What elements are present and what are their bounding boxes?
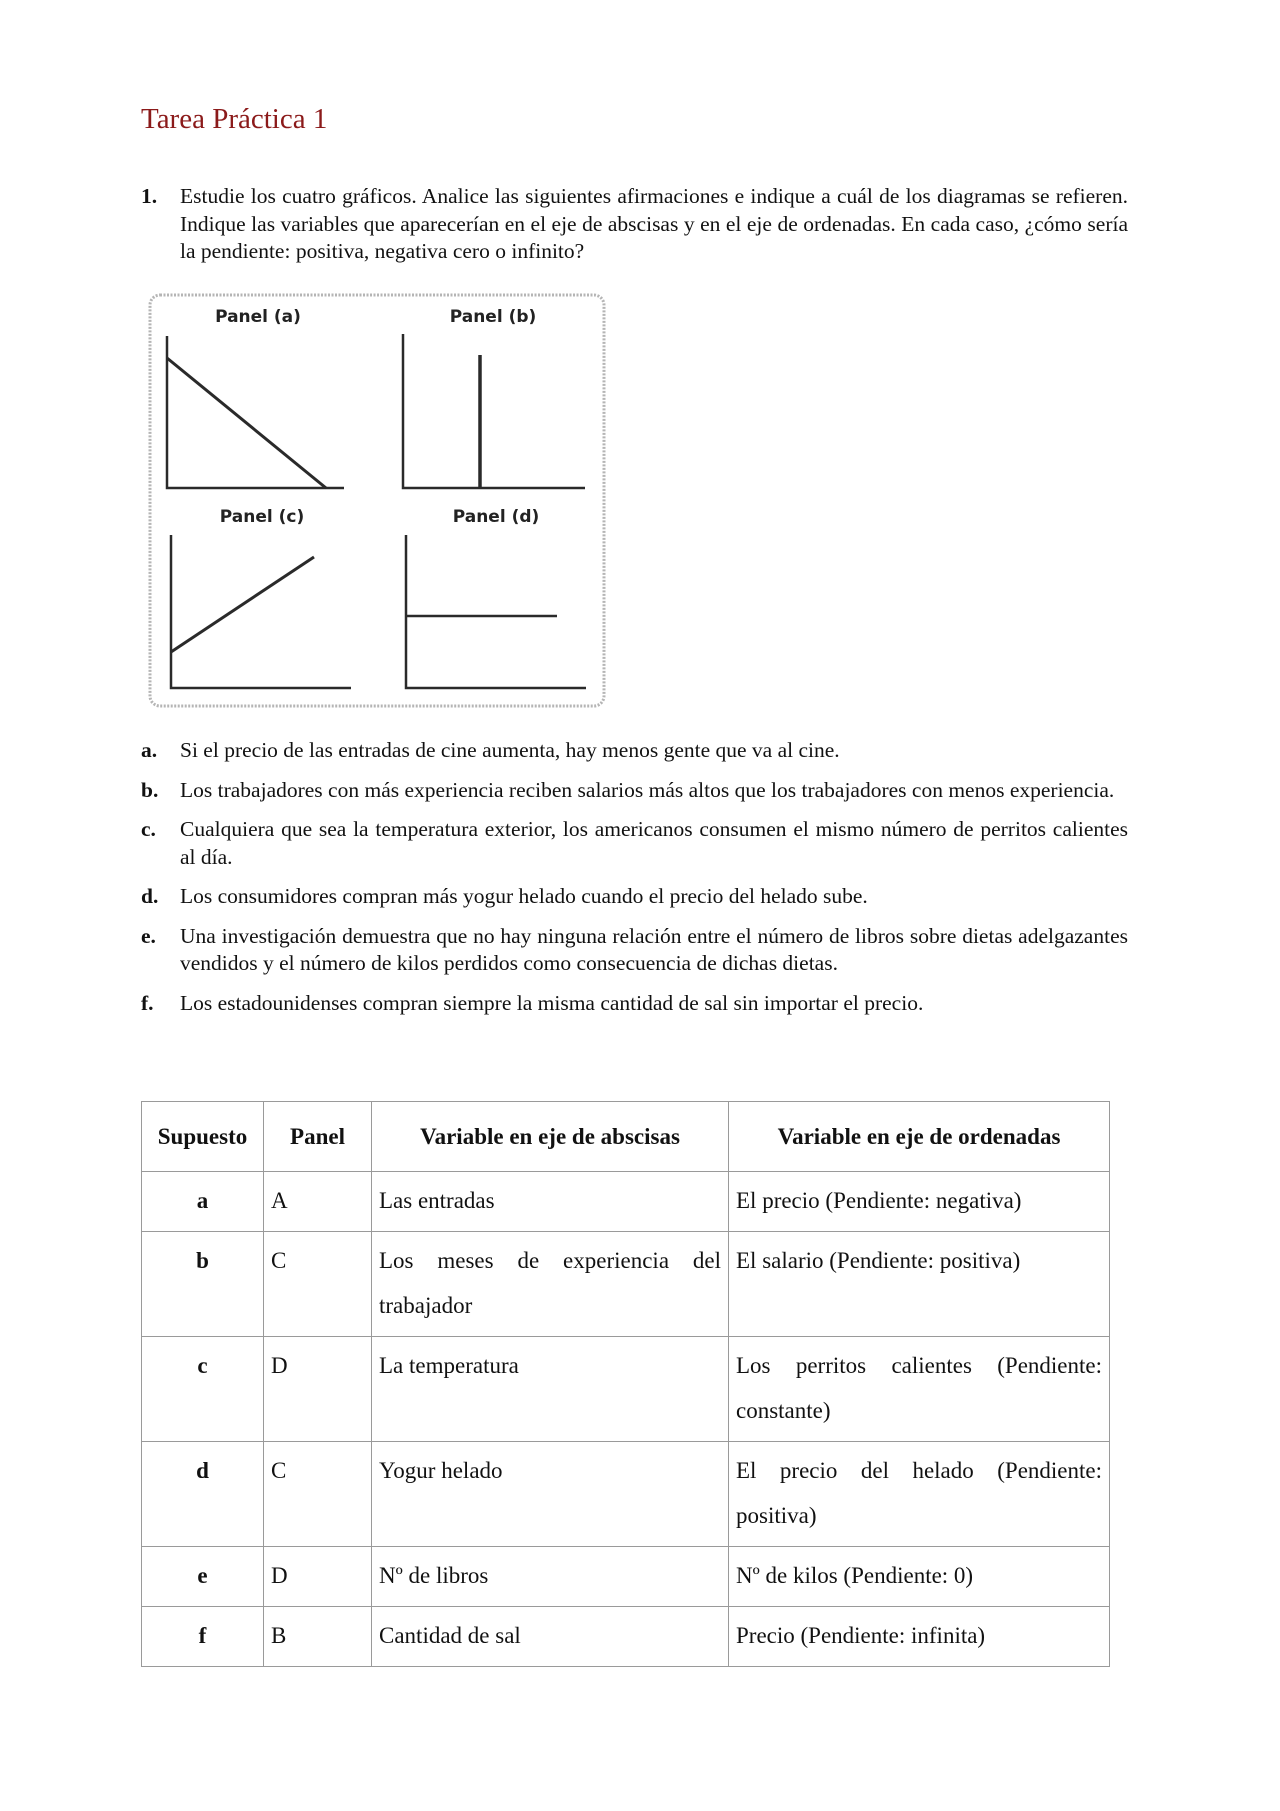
table-row xyxy=(142,1442,1110,1547)
list-item xyxy=(141,923,1128,978)
cell-supuesto: c xyxy=(142,1337,264,1442)
question-text: Estudie los cuatro gráficos. Analice las siguientes afirmaciones e indique a cuál de los diagramas se refieren. Indique las variables que aparecerían en el eje de abscisas y en el eje de ordenadas. En cada caso, ¿cómo sería la pendiente: positiva, negativa cero o infinito? xyxy=(180,184,1128,263)
cell-abscisas: La temperatura xyxy=(372,1337,729,1442)
panel-a-label: Panel (a) xyxy=(215,307,301,327)
item-text: Si el precio de las entradas de cine aumenta, hay menos gente que va al cine. xyxy=(180,738,840,762)
answers-table xyxy=(141,1101,1110,1667)
question-number: 1. xyxy=(141,184,158,208)
item-text: Los estadounidenses compran siempre la misma cantidad de sal sin importar el precio. xyxy=(180,990,924,1015)
item-letter: e. xyxy=(141,923,156,948)
cell-panel: D xyxy=(264,1547,372,1607)
item-text: Cualquiera que sea la temperatura exterior, los americanos consumen el mismo número de perritos calientes al día. xyxy=(180,817,1128,869)
cell-panel: C xyxy=(264,1232,372,1337)
cell-ordenadas: Precio (Pendiente: infinita) xyxy=(729,1607,1110,1667)
cell-supuesto: f xyxy=(142,1607,264,1667)
cell-panel: A xyxy=(264,1172,372,1232)
list-item xyxy=(141,990,1128,1018)
cell-ordenadas: Nº de kilos (Pendiente: 0) xyxy=(729,1547,1110,1607)
cell-abscisas: Los meses de experiencia del trabajador xyxy=(372,1232,729,1337)
cell-abscisas: Las entradas xyxy=(372,1172,729,1232)
table-row xyxy=(142,1547,1110,1607)
table-row xyxy=(142,1337,1110,1442)
panel-c-label: Panel (c) xyxy=(219,507,305,527)
item-letter: a. xyxy=(141,738,158,762)
cell-supuesto: a xyxy=(142,1172,264,1232)
panels-figure-svg xyxy=(148,293,606,708)
item-letter: f. xyxy=(141,990,154,1015)
list-item xyxy=(141,737,1128,765)
cell-panel: B xyxy=(264,1607,372,1667)
header-abscisas: Variable en eje de abscisas xyxy=(372,1102,729,1172)
item-text: Una investigación demuestra que no hay ninguna relación entre el número de libros sobre dietas adelgazantes vendidos y el número de kilos perdidos como consecuencia de dichas dietas. xyxy=(180,923,1128,975)
cell-supuesto: d xyxy=(142,1442,264,1547)
header-ordenadas: Variable en eje de ordenadas xyxy=(729,1102,1110,1172)
item-letter: c. xyxy=(141,817,156,841)
statements-list xyxy=(141,737,1128,1029)
table-row xyxy=(142,1232,1110,1337)
table-header-row xyxy=(142,1102,1110,1172)
list-item xyxy=(141,883,1128,911)
panel-b-label: Panel (b) xyxy=(449,307,537,327)
table-row xyxy=(142,1607,1110,1667)
header-supuesto: Supuesto xyxy=(142,1102,264,1172)
cell-abscisas: Yogur helado xyxy=(372,1442,729,1547)
panel-d-label: Panel (d) xyxy=(452,507,540,527)
list-item xyxy=(141,816,1128,871)
question-1 xyxy=(141,183,1128,266)
item-letter: b. xyxy=(141,777,159,802)
table-row xyxy=(142,1172,1110,1232)
figure-frame xyxy=(150,295,604,706)
cell-panel: D xyxy=(264,1337,372,1442)
cell-abscisas: Cantidad de sal xyxy=(372,1607,729,1667)
page-title: Tarea Práctica 1 xyxy=(141,103,328,135)
item-letter: d. xyxy=(141,884,159,908)
panels-figure xyxy=(148,293,606,708)
item-text: Los trabajadores con más experiencia reciben salarios más altos que los trabajadores con menos experiencia. xyxy=(180,777,1115,802)
item-text: Los consumidores compran más yogur helado cuando el precio del helado sube. xyxy=(180,884,868,908)
cell-ordenadas: El precio (Pendiente: negativa) xyxy=(729,1172,1110,1232)
header-panel: Panel xyxy=(264,1102,372,1172)
cell-ordenadas: El salario (Pendiente: positiva) xyxy=(729,1232,1110,1337)
cell-supuesto: e xyxy=(142,1547,264,1607)
cell-supuesto: b xyxy=(142,1232,264,1337)
cell-panel: C xyxy=(264,1442,372,1547)
cell-abscisas: Nº de libros xyxy=(372,1547,729,1607)
cell-ordenadas: El precio del helado (Pendiente: positiva) xyxy=(729,1442,1110,1547)
list-item xyxy=(141,777,1128,805)
cell-ordenadas: Los perritos calientes (Pendiente: constante) xyxy=(729,1337,1110,1442)
